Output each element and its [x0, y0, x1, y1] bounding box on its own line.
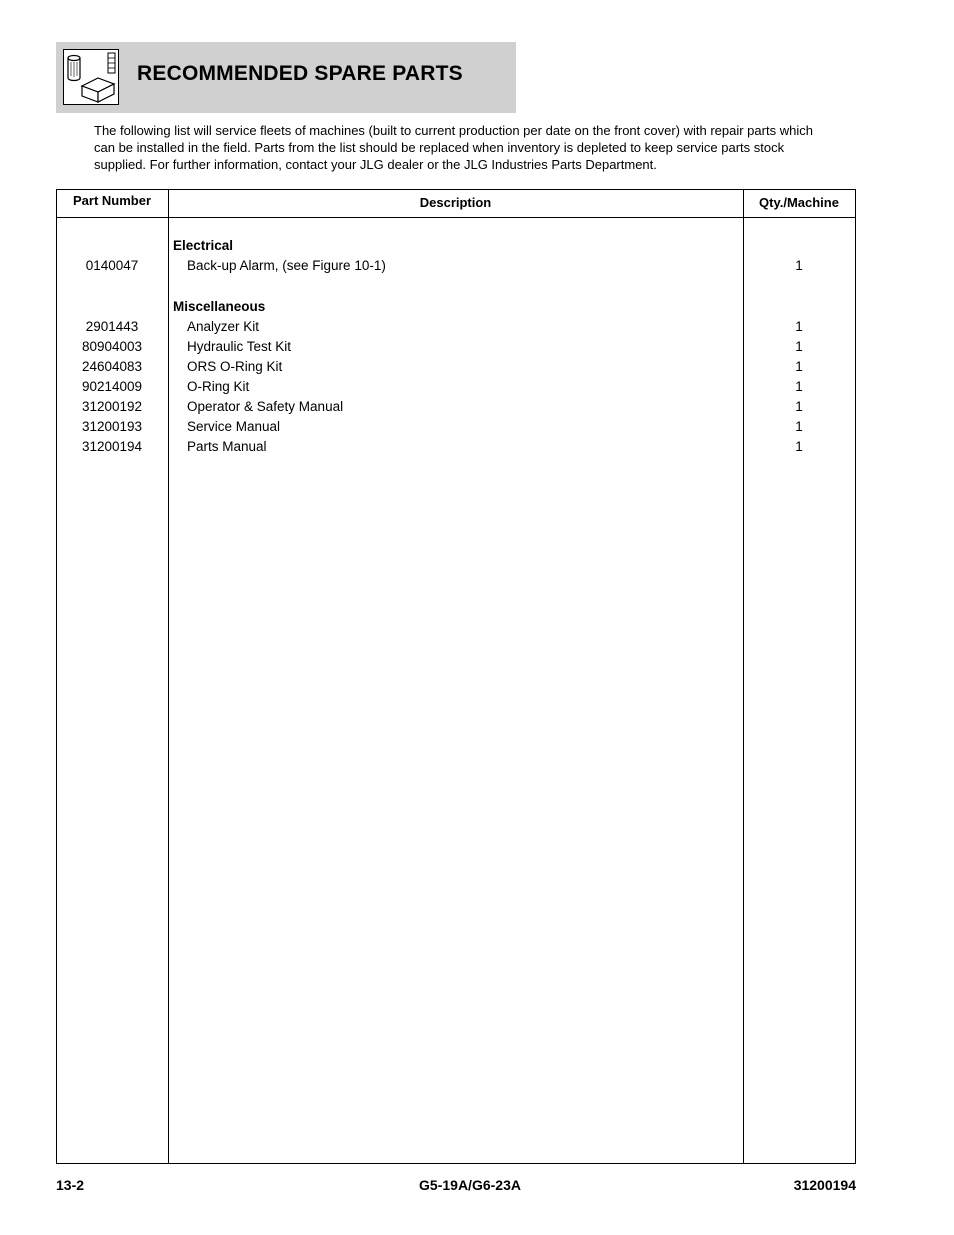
- part-quantity: 1: [795, 399, 803, 414]
- page-number: 13-2: [56, 1177, 85, 1193]
- table-row: [56, 359, 856, 379]
- part-description: Parts Manual: [187, 439, 267, 454]
- part-quantity: 1: [795, 258, 803, 273]
- part-quantity: 1: [795, 379, 803, 394]
- column-header-part-number: Part Number: [72, 193, 152, 208]
- table-row: [56, 419, 856, 439]
- part-quantity: 1: [795, 439, 803, 454]
- document-number: 31200194: [793, 1177, 856, 1193]
- table-row: [56, 399, 856, 419]
- part-number: 80904003: [81, 339, 143, 354]
- part-description: Hydraulic Test Kit: [187, 339, 292, 354]
- part-description: O-Ring Kit: [187, 379, 250, 394]
- part-description: Operator & Safety Manual: [187, 399, 344, 414]
- part-number: 2901443: [85, 319, 139, 334]
- part-number: 31200193: [81, 419, 143, 434]
- part-number: 24604083: [81, 359, 143, 374]
- category-heading: Electrical: [173, 238, 234, 253]
- column-header-qty: Qty./Machine: [759, 195, 839, 210]
- column-header-description: Description: [419, 195, 492, 210]
- part-description: ORS O-Ring Kit: [187, 359, 283, 374]
- table-row: [56, 319, 856, 339]
- model-number: G5-19A/G6-23A: [419, 1177, 521, 1193]
- part-number: 90214009: [81, 379, 143, 394]
- part-number: 0140047: [85, 258, 139, 273]
- spare-parts-icon: [63, 49, 119, 105]
- table-row: [56, 439, 856, 459]
- table-row: [56, 258, 856, 278]
- part-quantity: 1: [795, 359, 803, 374]
- part-description: Back-up Alarm, (see Figure 10-1): [187, 258, 386, 273]
- part-quantity: 1: [795, 339, 803, 354]
- intro-paragraph: The following list will service fleets of machines (built to current production per date on the front cover) with repair parts which can be installed in the field. Parts from the list should be replaced when inventory is depleted to keep service parts stock supplied. For further information, contact your JLG dealer or the JLG Industries Parts Department.: [94, 123, 813, 172]
- part-number: 31200194: [81, 439, 143, 454]
- header-divider: [56, 217, 856, 218]
- part-quantity: 1: [795, 419, 803, 434]
- part-description: Service Manual: [187, 419, 281, 434]
- page-title: RECOMMENDED SPARE PARTS: [137, 62, 463, 85]
- part-quantity: 1: [795, 319, 803, 334]
- part-number: 31200192: [81, 399, 143, 414]
- table-row: [56, 339, 856, 359]
- category-heading: Miscellaneous: [173, 299, 266, 314]
- table-row: [56, 379, 856, 399]
- part-description: Analyzer Kit: [187, 319, 260, 334]
